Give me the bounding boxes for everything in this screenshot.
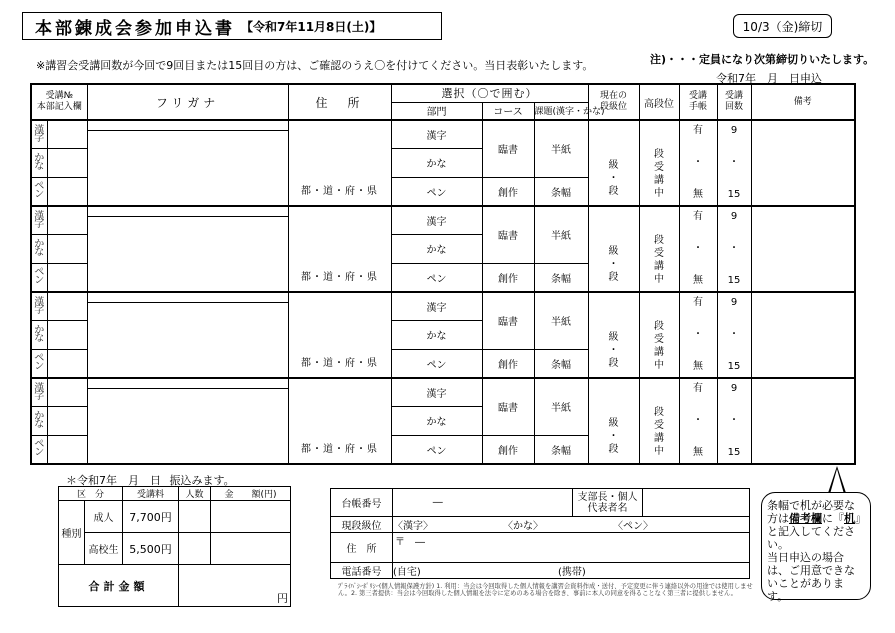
topic-option[interactable]: 半紙 [534, 206, 588, 263]
application-date[interactable]: 令和7年 月 日申込 [716, 72, 822, 85]
fee-row-label: 高校生 [85, 533, 123, 565]
fee-total-label: 合計金額 [59, 565, 179, 607]
name-field[interactable] [87, 120, 288, 206]
receipt-number-field[interactable] [47, 292, 87, 321]
furigana-field[interactable] [88, 379, 288, 389]
level-kana: 〈かな〉 [503, 521, 543, 532]
topic-option[interactable]: 条幅 [534, 177, 588, 206]
fee-amount-field[interactable] [211, 501, 291, 533]
receipt-number-field[interactable] [47, 407, 87, 436]
current-level-field[interactable]: 級 ・ 段 [588, 206, 639, 292]
receipt-number-field[interactable] [47, 235, 87, 264]
receipt-number-field[interactable] [47, 378, 87, 407]
receipt-number-field[interactable] [47, 435, 87, 464]
header-furigana: フリガナ [87, 84, 288, 120]
deadline-badge: 10/3（金)締切 [733, 14, 832, 38]
department-option[interactable]: ペン [391, 435, 482, 464]
count-option[interactable]: 9 ・ 15 [717, 378, 751, 464]
postal-field[interactable]: 〒 ― [393, 533, 750, 563]
fee-table [58, 486, 291, 607]
notebook-option[interactable]: 有 ・ 無 [679, 378, 717, 464]
header-count: 受講 回数 [717, 84, 751, 120]
department-option[interactable]: 漢字 [391, 120, 482, 149]
count-option[interactable]: 9 ・ 15 [717, 292, 751, 378]
phone-mobile: (携帯) [558, 567, 586, 578]
high-level-field[interactable]: 段 受 講 中 [639, 120, 679, 206]
high-level-field[interactable]: 段 受 講 中 [639, 206, 679, 292]
representative-label: 支部長・個人 代表者名 [573, 489, 643, 517]
current-level-field[interactable]: 級 ・ 段 [588, 378, 639, 464]
fee-kind-label: 種別 [59, 501, 85, 565]
course-option[interactable]: 臨書 [482, 292, 534, 349]
address-label: 住 所 [331, 533, 393, 563]
department-option[interactable]: ペン [391, 177, 482, 206]
category-label: 漢 字 [31, 206, 47, 235]
fee-row-amount: 5,500円 [123, 533, 179, 565]
topic-option[interactable]: 半紙 [534, 120, 588, 177]
high-level-field[interactable]: 段 受 講 中 [639, 292, 679, 378]
header-notebook: 受講 手帳 [679, 84, 717, 120]
header-remarks: 備考 [751, 84, 855, 120]
department-option[interactable]: かな [391, 321, 482, 350]
name-field[interactable] [87, 206, 288, 292]
department-option[interactable]: ペン [391, 349, 482, 378]
department-option[interactable]: かな [391, 149, 482, 178]
branch-table [330, 488, 750, 579]
furigana-field[interactable] [88, 207, 288, 217]
category-label: ペ ン [31, 349, 47, 378]
fee-row-amount: 7,700円 [123, 501, 179, 533]
remarks-field[interactable] [751, 292, 855, 378]
name-field[interactable] [87, 378, 288, 464]
level-kanji: 〈漢字〉 [393, 521, 433, 532]
fee-row-label: 成人 [85, 501, 123, 533]
title-box [22, 12, 442, 40]
category-label: か な [31, 149, 47, 178]
current-level-field[interactable]: 級 ・ 段 [588, 292, 639, 378]
address-field[interactable]: 都・道・府・県 [288, 206, 391, 292]
department-option[interactable]: 漢字 [391, 378, 482, 407]
fee-amount-field[interactable] [211, 533, 291, 565]
receipt-number-field[interactable] [47, 206, 87, 235]
header-current-level: 現在の 段級位 [588, 84, 639, 120]
fee-count-field[interactable] [179, 533, 211, 565]
notice-text: ※講習会受講回数が今回で9回目または15回目の方は、ご確認のうえ〇を付けてください。当日表彰いたします。 [36, 59, 594, 72]
receipt-number-field[interactable] [47, 263, 87, 292]
category-label: 漢 字 [31, 120, 47, 149]
phone-field[interactable] [393, 563, 750, 579]
category-label: 漢 字 [31, 292, 47, 321]
yen-label: 円 [277, 592, 289, 605]
header-number: 受講№ 本部記入欄 [31, 84, 87, 120]
address-field[interactable]: 都・道・府・県 [288, 378, 391, 464]
category-label: ペ ン [31, 263, 47, 292]
header-selection: 選択（〇で囲む） [391, 84, 588, 102]
category-label: か な [31, 321, 47, 350]
event-date: 【令和7年11月8日(土)】 [241, 19, 382, 34]
receipt-number-field[interactable] [47, 177, 87, 206]
notebook-option[interactable]: 有 ・ 無 [679, 120, 717, 206]
address-field[interactable]: 都・道・府・県 [288, 292, 391, 378]
phone-home: (自宅) [393, 567, 421, 578]
department-option[interactable]: かな [391, 235, 482, 264]
topic-option[interactable]: 半紙 [534, 378, 588, 435]
department-option[interactable]: 漢字 [391, 206, 482, 235]
receipt-number-field[interactable] [47, 349, 87, 378]
book-no-extra[interactable] [483, 489, 573, 517]
remarks-field[interactable] [751, 378, 855, 464]
furigana-field[interactable] [88, 293, 288, 303]
fee-count-field[interactable] [179, 501, 211, 533]
name-field[interactable] [87, 292, 288, 378]
header-department: 部門 [391, 102, 482, 120]
course-option[interactable]: 臨書 [482, 378, 534, 435]
current-level-field[interactable]: 級 ・ 段 [588, 120, 639, 206]
form-title: 本部錬成会参加申込書 [35, 18, 235, 39]
category-label: 漢 字 [31, 378, 47, 407]
receipt-number-field[interactable] [47, 321, 87, 350]
topic-option[interactable]: 条幅 [534, 349, 588, 378]
category-label: か な [31, 235, 47, 264]
department-option[interactable]: 漢字 [391, 292, 482, 321]
department-option[interactable]: かな [391, 407, 482, 436]
topic-option[interactable]: 条幅 [534, 435, 588, 464]
count-option[interactable]: 9 ・ 15 [717, 120, 751, 206]
header-high-level: 高段位 [639, 84, 679, 120]
phone-label: 電話番号 [331, 563, 393, 579]
category-label: か な [31, 407, 47, 436]
category-label: ペ ン [31, 177, 47, 206]
transfer-note: ＊令和7年 月 日 振込みます。 [66, 474, 235, 487]
receipt-number-field[interactable] [47, 120, 87, 149]
fee-total-field[interactable] [179, 565, 291, 607]
header-address: 住 所 [288, 84, 391, 120]
fee-header-amount: 金 額(円) [211, 487, 291, 501]
course-option[interactable]: 臨書 [482, 206, 534, 263]
category-label: ペ ン [31, 435, 47, 464]
furigana-field[interactable] [88, 121, 288, 131]
receipt-number-field[interactable] [47, 149, 87, 178]
representative-field[interactable] [643, 489, 750, 517]
remarks-field[interactable] [751, 206, 855, 292]
course-option[interactable]: 創作 [482, 435, 534, 464]
topic-option[interactable]: 条幅 [534, 263, 588, 292]
fee-header-count: 人数 [179, 487, 211, 501]
book-no-value[interactable]: ― [393, 489, 483, 517]
header-topic: 課題(漢字・かな) [534, 102, 588, 120]
desk-callout: 条幅で机が必要な方は備考欄に『机』と記入してください。 当日申込の場合は、ご用意できないことがあります。 [761, 492, 871, 600]
high-level-field[interactable]: 段 受 講 中 [639, 378, 679, 464]
fee-header-kind: 区 分 [59, 487, 123, 501]
course-option[interactable]: 創作 [482, 177, 534, 206]
level-field[interactable] [393, 517, 750, 533]
count-option[interactable]: 9 ・ 15 [717, 206, 751, 292]
application-table [30, 83, 856, 465]
privacy-note: ﾌﾟﾗｲﾊﾞｼｰﾎﾟﾘｼｰ(個人情報保護方針) 1. 利用：当会は今回取得した個人情報を講習会資料作成・送付、予定変更に伴う連絡以外の用途では使用しません。2. 第三者提供：当会は今回取得した個人情報を法令に定めのある場合を除き、事前に本人の同意を得ることなく第三者に提供しません。 [338, 583, 753, 598]
capacity-notice: 注)・・・定員になり次第締切りいたします。 [650, 53, 875, 66]
remarks-field[interactable] [751, 120, 855, 206]
topic-option[interactable]: 半紙 [534, 292, 588, 349]
bubble-tail-fill [830, 469, 844, 494]
course-option[interactable]: 創作 [482, 263, 534, 292]
level-pen: 〈ペン〉 [613, 521, 653, 532]
level-label: 現段級位 [331, 517, 393, 533]
notebook-option[interactable]: 有 ・ 無 [679, 206, 717, 292]
course-option[interactable]: 臨書 [482, 120, 534, 177]
book-no-label: 台帳番号 [331, 489, 393, 517]
address-field[interactable]: 都・道・府・県 [288, 120, 391, 206]
header-course: コース [482, 102, 534, 120]
course-option[interactable]: 創作 [482, 349, 534, 378]
fee-header-fee: 受講料 [123, 487, 179, 501]
department-option[interactable]: ペン [391, 263, 482, 292]
notebook-option[interactable]: 有 ・ 無 [679, 292, 717, 378]
